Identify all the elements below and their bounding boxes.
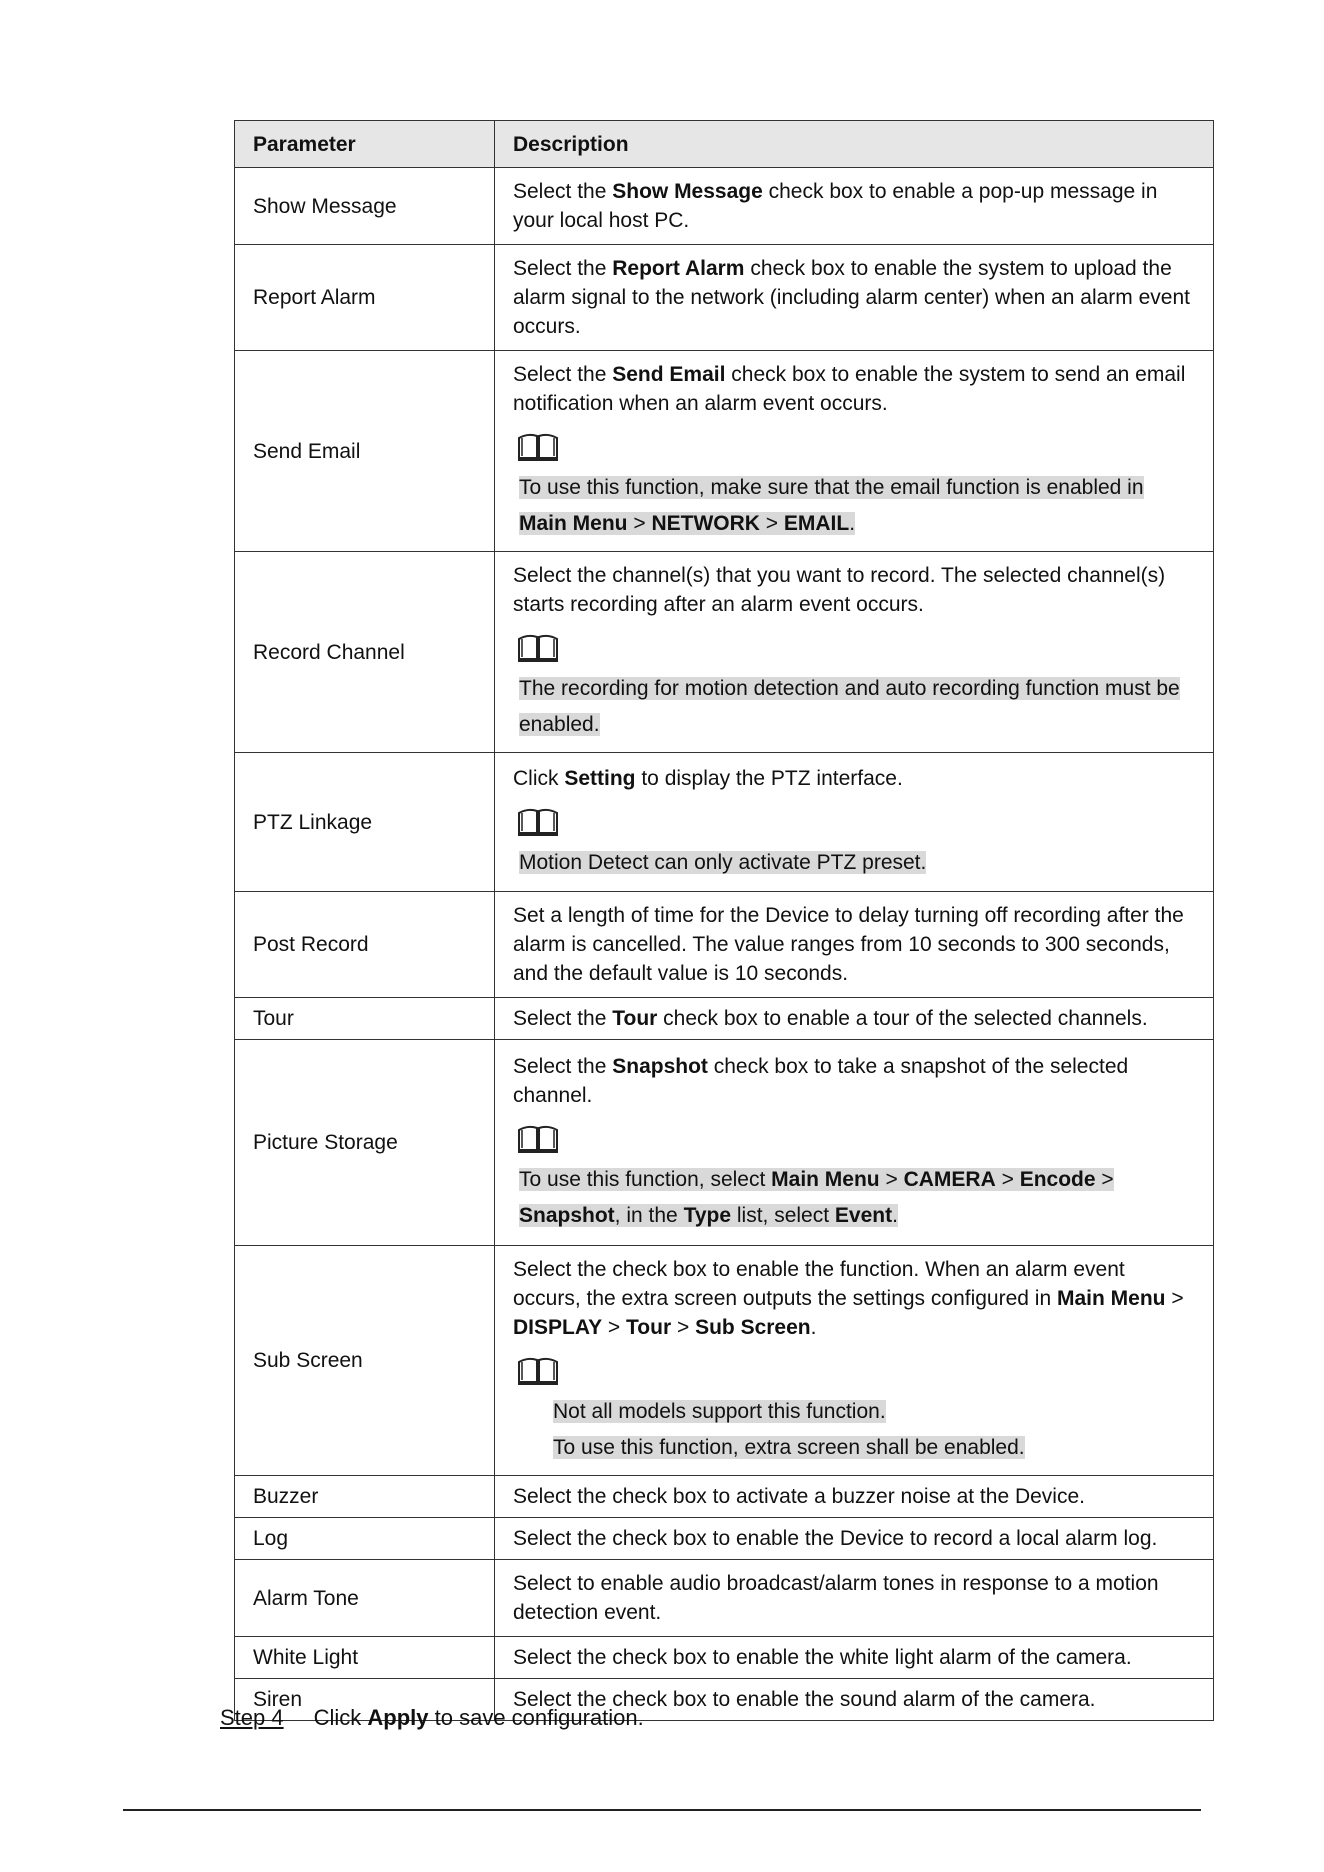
param-buzzer: Buzzer <box>235 1476 495 1518</box>
note-bold: CAMERA <box>903 1167 996 1191</box>
note-bold: Event <box>834 1203 893 1227</box>
desc-text: Select the <box>513 363 613 386</box>
column-header-parameter: Parameter <box>235 121 495 168</box>
desc-alarm-tone <box>495 1560 1214 1637</box>
desc-bold: Setting <box>564 766 636 790</box>
parameter-table <box>234 120 1214 1721</box>
apply-label: Apply <box>367 1705 429 1730</box>
desc-report-alarm <box>495 245 1214 351</box>
param-post-record: Post Record <box>235 892 495 998</box>
table-row <box>235 168 1214 245</box>
step-text: Click <box>313 1705 368 1730</box>
desc-text: > <box>602 1316 627 1339</box>
desc-text: Select the check box to enable the white light alarm of the camera. <box>513 1646 1132 1669</box>
note-bold: Snapshot <box>519 1203 615 1227</box>
param-picture-storage: Picture Storage <box>235 1040 495 1246</box>
note-bold: Main Menu <box>771 1167 880 1191</box>
table-row <box>235 1246 1214 1476</box>
desc-bold: Sub Screen <box>695 1316 811 1339</box>
desc-text: Select the check box to enable the sound alarm of the camera. <box>513 1688 1096 1711</box>
desc-bold: Main Menu <box>1056 1287 1166 1310</box>
note-text: To use this function, select <box>519 1167 772 1191</box>
param-record-channel: Record Channel <box>235 552 495 753</box>
note-text: . <box>849 512 856 535</box>
note-text: The recording for motion detection and auto recording function must be enabled. <box>519 677 1180 736</box>
note <box>519 1162 1197 1234</box>
desc-text: check box to take a snapshot of the selected channel. <box>513 1054 1129 1107</box>
desc-text: to display the PTZ interface. <box>635 766 903 790</box>
note-text: > <box>879 1167 904 1191</box>
param-report-alarm: Report Alarm <box>235 245 495 351</box>
desc-text: > <box>671 1316 696 1339</box>
note-text: . <box>892 1203 898 1227</box>
desc-text: check box to enable the system to upload the alarm signal to the network (including alarm center) when an alarm event occurs. <box>513 257 1190 338</box>
desc-text: Click <box>513 766 565 790</box>
note-bold: Main Menu <box>519 512 628 535</box>
desc-text: Select the <box>513 1007 613 1030</box>
note-item: To use this function, extra screen shall be enabled. <box>553 1436 1025 1459</box>
desc-bold: Send Email <box>612 363 726 386</box>
step-number: Step 4 <box>220 1705 284 1730</box>
note-text: > <box>627 512 652 535</box>
desc-text: Select the channel(s) that you want to record. The selected channel(s) starts recording after an alarm event occurs. <box>513 564 1166 616</box>
param-white-light: White Light <box>235 1637 495 1679</box>
note-text: Motion Detect can only activate PTZ preset. <box>519 850 927 874</box>
desc-text: check box to enable the system to send an email notification when an alarm event occurs. <box>513 363 1186 415</box>
table-row <box>235 753 1214 892</box>
table-row <box>235 998 1214 1040</box>
desc-ptz-linkage <box>495 753 1214 892</box>
table-row <box>235 1040 1214 1246</box>
note-item: Not all models support this function. <box>553 1400 886 1423</box>
desc-send-email <box>495 351 1214 552</box>
table-row <box>235 892 1214 998</box>
note-text: To use this function, make sure that the email function is enabled in <box>519 476 1144 499</box>
param-sub-screen: Sub Screen <box>235 1246 495 1476</box>
desc-text: Select the check box to activate a buzzer noise at the Device. <box>513 1485 1085 1508</box>
step-instruction <box>220 1703 644 1733</box>
note-list <box>553 1394 1197 1466</box>
note-text: list, select <box>731 1203 835 1227</box>
desc-text: Select to enable audio broadcast/alarm tones in response to a motion detection event. <box>513 1572 1159 1624</box>
note-text: , in the <box>614 1203 684 1227</box>
desc-show-message <box>495 168 1214 245</box>
book-note-icon <box>517 807 559 837</box>
desc-bold: Tour <box>626 1316 672 1339</box>
note-text: > <box>995 1167 1020 1191</box>
desc-bold: Tour <box>612 1007 658 1030</box>
desc-picture-storage <box>495 1040 1214 1246</box>
table-row <box>235 1476 1214 1518</box>
desc-tour <box>495 998 1214 1040</box>
desc-bold: Snapshot <box>612 1054 708 1078</box>
param-alarm-tone: Alarm Tone <box>235 1560 495 1637</box>
desc-text: Select the <box>513 1054 613 1078</box>
note-bold: Type <box>683 1203 732 1227</box>
table-header-row <box>235 121 1214 168</box>
param-siren: Siren <box>235 1679 495 1721</box>
desc-text: Select the <box>513 257 613 280</box>
footer-divider <box>123 1809 1201 1811</box>
desc-record-channel <box>495 552 1214 753</box>
table-row <box>235 552 1214 753</box>
desc-text: check box to enable a pop-up message in your local host PC. <box>513 180 1158 232</box>
note-text: > <box>1095 1167 1114 1191</box>
param-send-email: Send Email <box>235 351 495 552</box>
param-show-message: Show Message <box>235 168 495 245</box>
column-header-description: Description <box>495 121 1214 168</box>
book-note-icon <box>517 432 559 462</box>
desc-text: Set a length of time for the Device to delay turning off recording after the alarm is cancelled. The value ranges from 10 seconds to 300 seconds, and the default value is 10 seconds. <box>513 904 1184 985</box>
desc-text: > <box>1165 1287 1184 1310</box>
table-row <box>235 1560 1214 1637</box>
note <box>519 671 1197 743</box>
table-row <box>235 245 1214 351</box>
desc-text: . <box>810 1316 817 1339</box>
note-bold: NETWORK <box>651 512 760 535</box>
note-text: > <box>759 512 784 535</box>
desc-text: Select the check box to enable the Device to record a local alarm log. <box>513 1527 1158 1550</box>
table-row <box>235 351 1214 552</box>
desc-sub-screen <box>495 1246 1214 1476</box>
desc-log <box>495 1518 1214 1560</box>
step-text: to save configuration. <box>428 1705 644 1730</box>
table-row <box>235 1637 1214 1679</box>
note <box>519 470 1197 542</box>
desc-post-record <box>495 892 1214 998</box>
desc-white-light <box>495 1637 1214 1679</box>
table-row <box>235 1518 1214 1560</box>
note-bold: Encode <box>1019 1167 1096 1191</box>
book-note-icon <box>517 1356 559 1386</box>
desc-text: Select the <box>513 180 613 203</box>
desc-buzzer <box>495 1476 1214 1518</box>
param-tour: Tour <box>235 998 495 1040</box>
note-bold: EMAIL <box>783 512 850 535</box>
desc-bold: DISPLAY <box>513 1316 603 1339</box>
param-ptz-linkage: PTZ Linkage <box>235 753 495 892</box>
book-note-icon <box>517 1124 559 1154</box>
note <box>519 845 1197 881</box>
param-log: Log <box>235 1518 495 1560</box>
desc-bold: Report Alarm <box>612 257 745 280</box>
desc-text: check box to enable a tour of the selected channels. <box>657 1007 1148 1030</box>
desc-text: Select the check box to enable the function. When an alarm event occurs, the extra screen outputs the settings configured in <box>513 1258 1125 1310</box>
desc-bold: Show Message <box>612 180 763 203</box>
book-note-icon <box>517 633 559 663</box>
